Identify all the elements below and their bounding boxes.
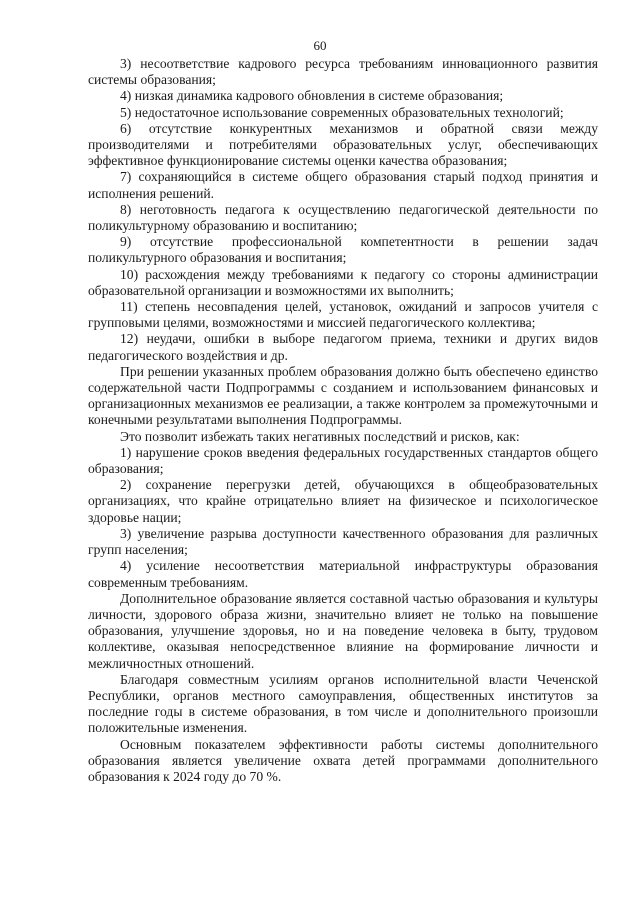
paragraph-item-11: 11) степень несовпадения целей, установок, ожиданий и запросов учителя с групповыми целями, возможностями и миссией педагогического коллектива;: [88, 299, 598, 331]
paragraph-item-9: 9) отсутствие профессиональной компетентности в решении задач поликультурного образования и воспитания;: [88, 234, 598, 266]
paragraph-risk-1: 1) нарушение сроков введения федеральных государственных стандартов общего образования;: [88, 444, 598, 477]
paragraph-main-indicator: Основным показателем эффективности работы системы дополнительного образования является увеличение охвата детей программами дополнительного образования к 2024 году до 70 %.: [88, 736, 598, 784]
page-number: 60: [313, 38, 327, 53]
paragraph-item-3: 3) несоответствие кадрового ресурса требованиям инновационного развития системы образования;: [88, 56, 598, 88]
paragraph-joint-efforts: Благодаря совместным усилиям органов исполнительной власти Чеченской Республики, органов местного самоуправления, общественных институтов за последние годы в системе образования, в том числе и дополнительного произошли положительные изменения.: [88, 671, 598, 736]
paragraph-additional-education: Дополнительное образование является составной частью образования и культуры личности, здорового образа жизни, значительно влияет не только на повышение образования, улучшение здоровья, но и на поведение человека в быту, трудовом коллективе, оказывая непосредственное влияние на формирование личности и межличностных отношений.: [88, 590, 598, 671]
paragraph-risk-4: 4) усиление несоответствия материальной инфраструктуры образования современным требованиям.: [88, 558, 598, 590]
paragraph-item-7: 7) сохраняющийся в системе общего образования старый подход принятия и исполнения решений.: [88, 169, 598, 201]
paragraph-risk-2: 2) сохранение перегрузки детей, обучающихся в общеобразовательных организациях, что крайне отрицательно влияет на физическое и психологическое здоровье нации;: [88, 477, 598, 525]
document-body: [88, 56, 598, 785]
paragraph-risks-intro: Это позволит избежать таких негативных последствий и рисков, как:: [120, 428, 520, 444]
paragraph-item-10: 10) расхождения между требованиями к педагогу со стороны администрации образовательной организации и возможностями их выполнить;: [88, 266, 598, 298]
paragraph-item-5: 5) недостаточное использование современных образовательных технологий;: [120, 104, 564, 120]
paragraph-item-8: 8) неготовность педагога к осуществлению педагогической деятельности по поликультурному образованию и воспитанию;: [88, 201, 598, 234]
paragraph-risk-3: 3) увеличение разрыва доступности качественного образования для различных групп населения;: [88, 525, 598, 558]
paragraph-item-12: 12) неудачи, ошибки в выборе педагогом приема, техники и других видов педагогического воздействия и др.: [88, 331, 598, 363]
paragraph-item-6: 6) отсутствие конкурентных механизмов и обратной связи между производителями и потребителями образовательных услуг, обеспечивающих эффективное функционирование системы оценки качества образования;: [88, 120, 598, 169]
paragraph-problem-solving: При решении указанных проблем образования должно быть обеспечено единство содержательной части Подпрограммы с созданием и использованием финансовых и организационных механизмов ее реализации, а также контролем за промежуточными и конечными результатами выполнения Подпрограммы.: [88, 363, 598, 428]
paragraph-item-4: 4) низкая динамика кадрового обновления в системе образования;: [120, 88, 504, 104]
